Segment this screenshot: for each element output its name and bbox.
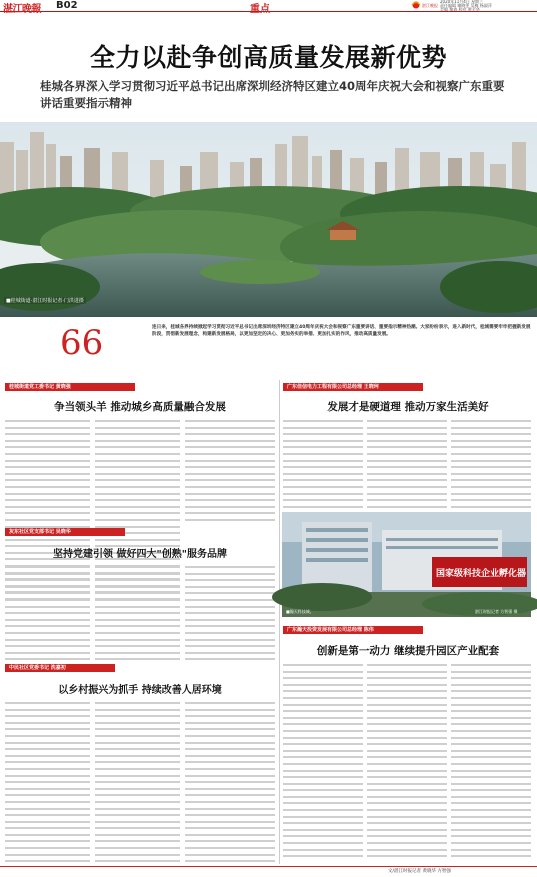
article-1-title: 争当领头羊 推动城乡高质量融合发展	[54, 401, 226, 413]
article-1-byline-bar: 桂城街道党工委书记 黄晓强	[5, 383, 135, 391]
page-headline: 全力以赴争创高质量发展新优势	[89, 43, 447, 72]
article-4-body-col2	[367, 420, 447, 510]
image2-caption-left: ■瀚天科技城。	[286, 609, 314, 614]
article-4-title: 发展才是硬道理 推动万家生活美好	[327, 401, 489, 413]
issue-editors: 责任编辑 谢晓雯 吴梅 杨淑萍	[440, 3, 492, 8]
column-divider	[279, 380, 280, 864]
tech-city-photo	[282, 512, 531, 617]
article-2-byline-bar: 灰东社区党支部书记 吴晓华	[5, 528, 125, 536]
tech-city-illustration	[282, 512, 531, 617]
article-5-byline-bar: 广东瀚天投资发展有限公司总经理 陈伟	[283, 626, 423, 634]
newspaper-logo: 湛江晚報	[3, 4, 41, 15]
masthead	[0, 0, 537, 15]
article-3-title: 以乡村振兴为抓手 持续改善人居环境	[58, 685, 222, 696]
brand-text: 湛江晚报	[422, 3, 438, 8]
article-3-body-col2	[95, 702, 180, 862]
article-4-byline-bar: 广东佳信电力工程有限公司总经理 王晓珂	[283, 383, 423, 391]
article-5-body-col3	[451, 664, 531, 860]
city-park-illustration	[0, 122, 537, 317]
city-park-photo	[0, 122, 537, 317]
article-1-body-col3	[185, 420, 275, 528]
page-subheadline: 桂城各界深入学习贯彻习近平总书记出席深圳经济特区建立40周年庆祝大会和视察广东重要讲话重要指示精神	[40, 79, 505, 110]
article-5-body-col2	[367, 664, 447, 860]
issue-design: 美编 黎倩 校对 黄至华	[440, 7, 480, 12]
article-2-body-col1	[5, 566, 90, 664]
photo-caption: ■桂城街道·湛江时报记者·门洪进摄	[6, 298, 84, 304]
quote-mark-icon: 66	[60, 323, 104, 363]
article-4-body-col1	[283, 420, 363, 510]
section-label: 重点	[250, 4, 270, 15]
footer-credit: 文/湛江时报记者 黄晓华 方智强	[388, 869, 451, 874]
article-2-body-col3	[185, 566, 275, 664]
article-2-title: 坚持党建引领 做好四大"创熟"服务品牌	[53, 549, 227, 560]
issue-meta	[440, 0, 535, 12]
lead-paragraph: 连日来，桂城各界持续掀起学习贯彻习近平总书记出席深圳经济特区建立40周年庆祝大会和视察广东重要讲话、重要指示精神热潮。大家纷纷表示，进入新时代，桂城需要牢牢把握新发展阶段，贯彻新发展理念，构建新发展格局，以更加坚定的决心、更加务实的举措、更加扎实的作风，推动高质量发展。	[152, 325, 531, 338]
image2-caption-right: 湛江时报记者 方智强 摄	[475, 609, 518, 614]
article-3-body-col3	[185, 702, 275, 862]
article-3-byline-bar: 中民社区党委书记 洗嘉初	[5, 664, 115, 672]
page-number: B02	[56, 0, 78, 11]
article-2-body-col2	[95, 566, 180, 664]
brand-logo-icon	[410, 0, 436, 11]
incubator-sign-text: 国家级科技企业孵化器	[436, 569, 527, 579]
article-4-body-col3	[451, 420, 531, 510]
article-5-body-col1	[283, 664, 363, 860]
article-5-title: 创新是第一动力 继续提升园区产业配套	[316, 645, 500, 657]
footer-rule	[0, 866, 537, 867]
article-3-body-col1	[5, 702, 90, 862]
issue-date: 2020年11月4日 星期三	[440, 0, 484, 4]
